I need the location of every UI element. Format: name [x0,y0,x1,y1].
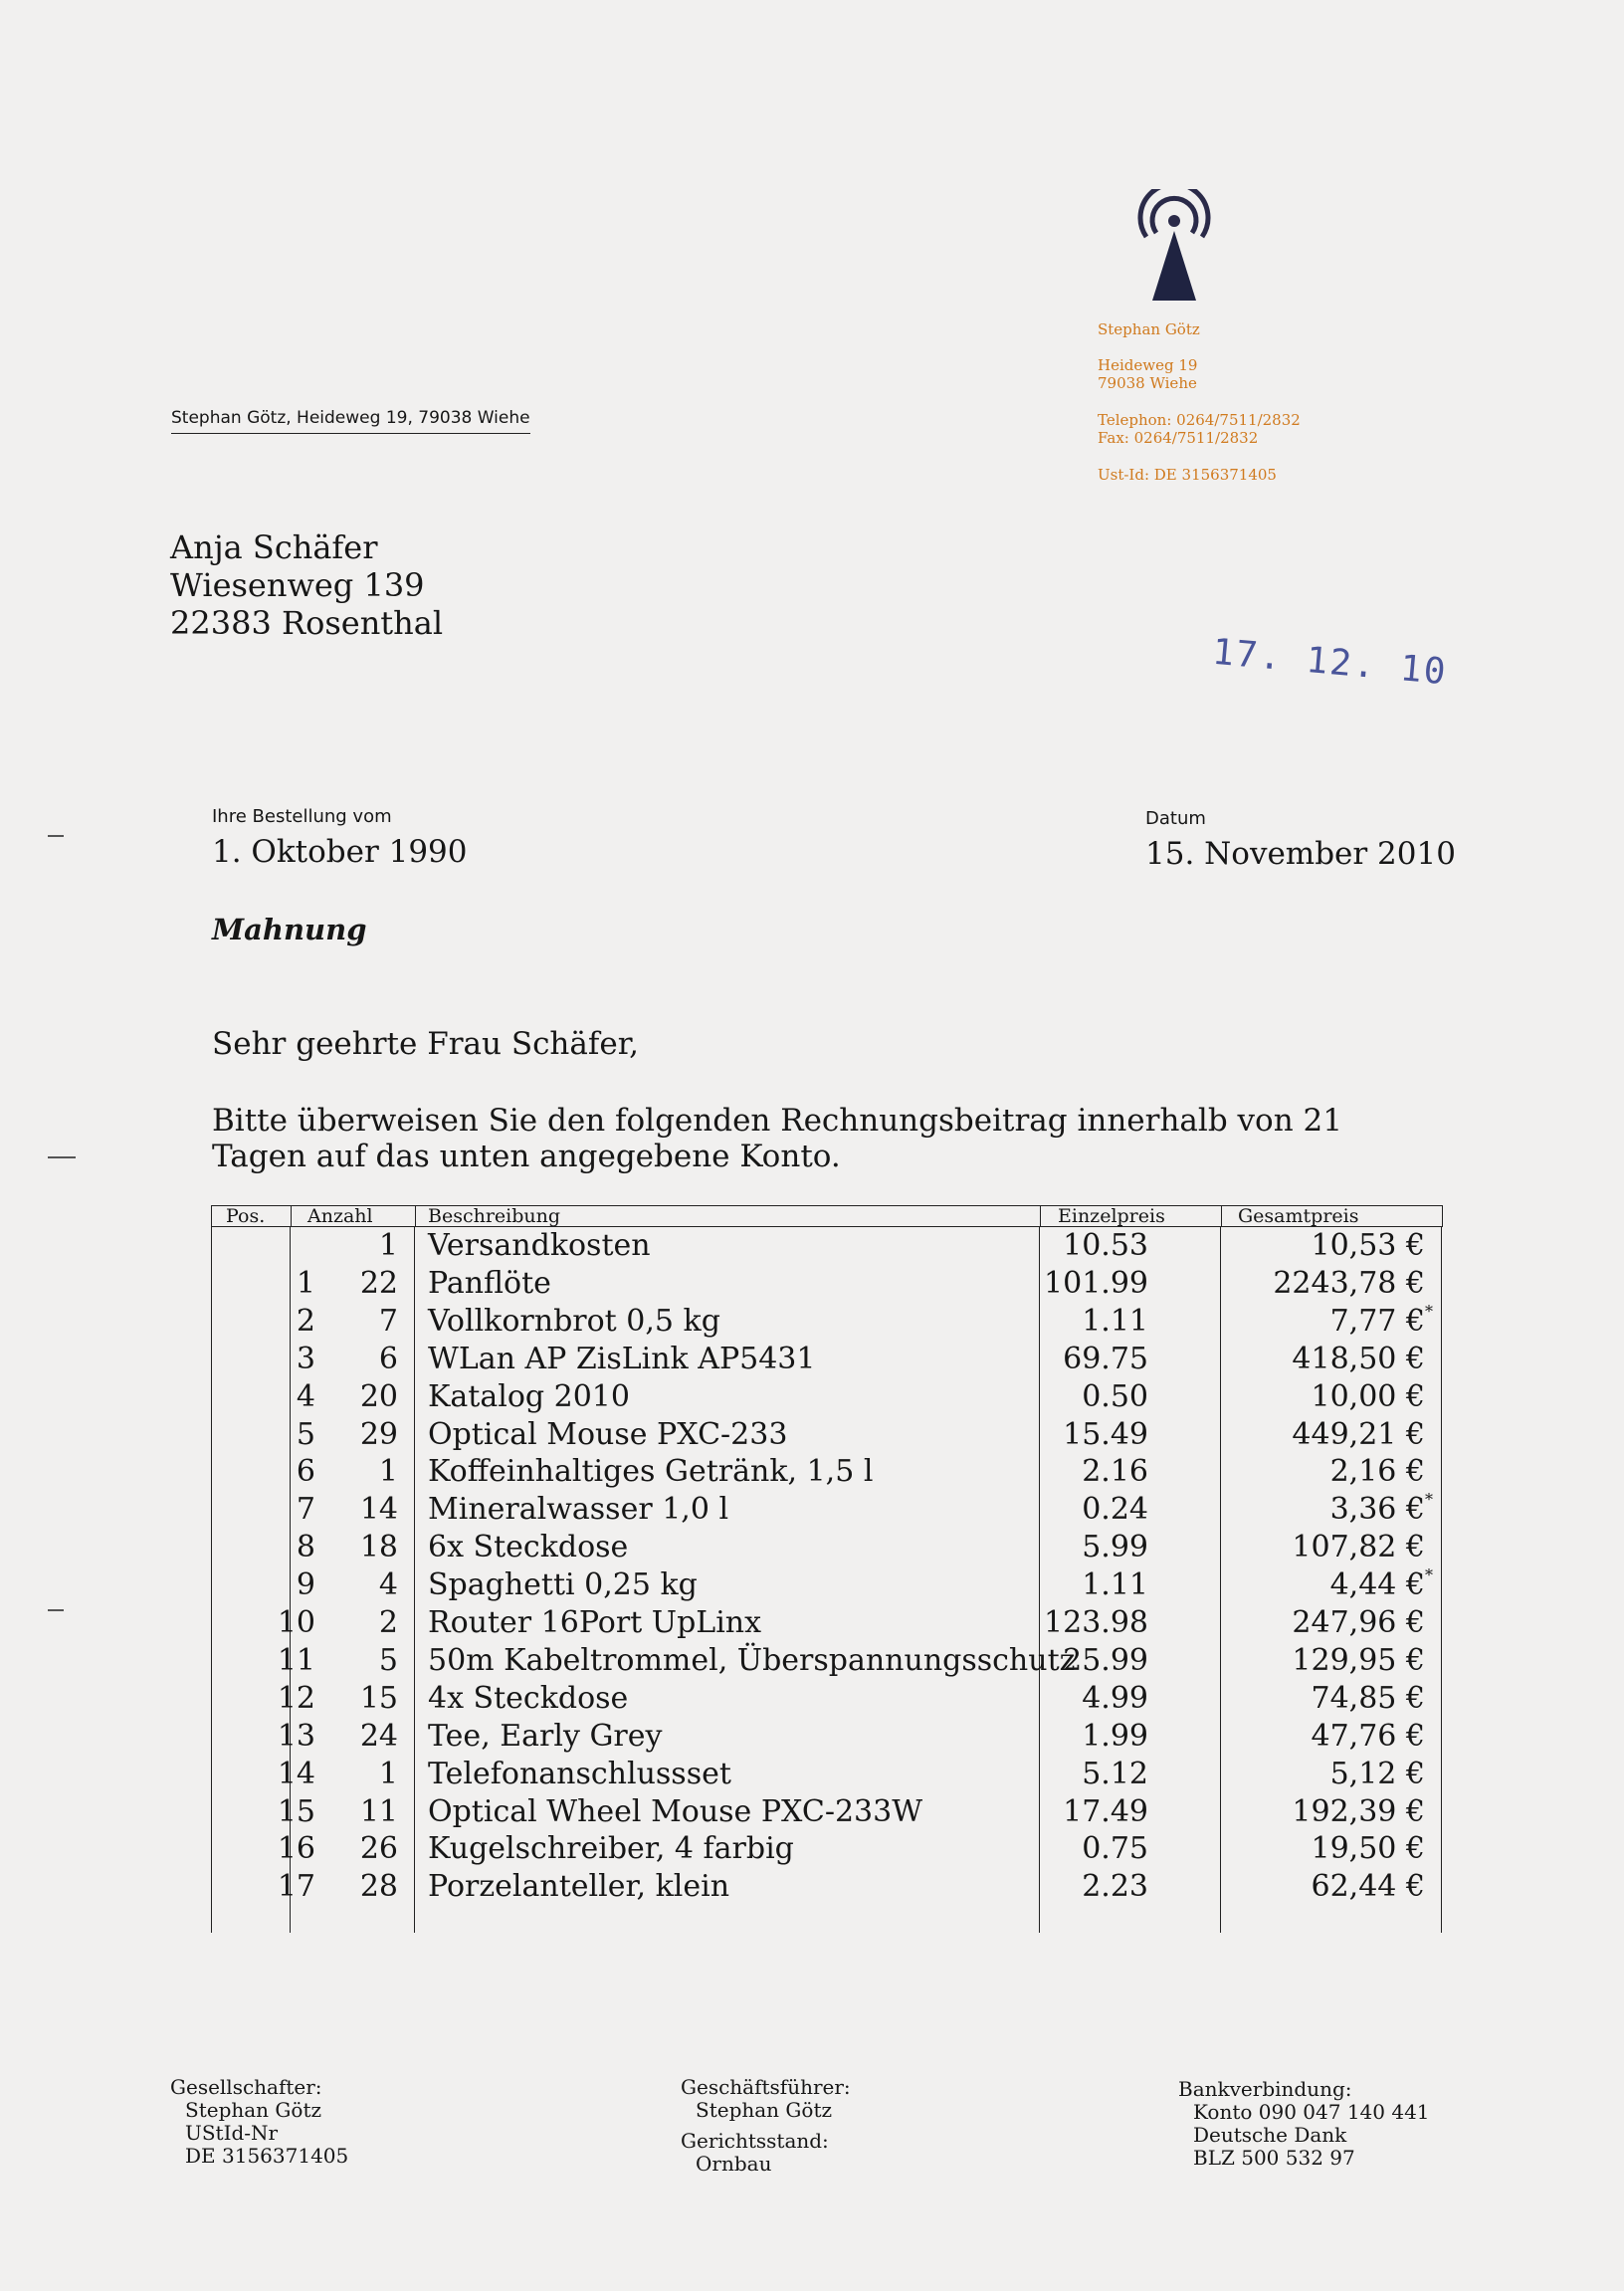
letter-date: 15. November 2010 [1145,836,1456,872]
footer-partners [170,2076,348,2168]
footer-jurisdiction-title: Gerichtsstand: [681,2129,829,2153]
total-price-text: 247,96 € [1292,1605,1425,1640]
footer-partners-name: Stephan Götz [185,2098,322,2122]
footer-vat-number: DE 3156371405 [185,2144,349,2168]
unit-price-cell: 2.23 [1082,1869,1148,1905]
description-cell: Koffeinhaltiges Getränk, 1,5 l [428,1454,874,1490]
total-price-cell [1311,1227,1425,1265]
table-row [211,1378,1443,1416]
total-price-text: 62,44 € [1311,1869,1425,1905]
qty-cell: 1 [378,1454,398,1490]
table-row [211,1341,1443,1378]
table-row [211,1793,1443,1831]
pos-cell: 8 [296,1530,315,1565]
footer-partners-title: Gesellschafter: [170,2075,322,2099]
total-price-text: 3,36 € [1329,1492,1425,1528]
description-cell: Optical Mouse PXC-233 [428,1416,788,1452]
description-cell: Telefonanschlussset [428,1756,731,1791]
footer-ceo-name: Stephan Götz [696,2098,833,2122]
total-price-text: 129,95 € [1292,1642,1425,1678]
description-cell: Kugelschreiber, 4 farbig [428,1831,794,1867]
total-price-cell [1292,1416,1425,1454]
table-row [211,1756,1443,1793]
qty-cell: 22 [359,1265,398,1301]
qty-cell: 28 [359,1869,398,1905]
qty-cell: 29 [359,1416,398,1452]
qty-cell: 7 [378,1303,398,1339]
footer-bank-name: Deutsche Dank [1193,2123,1347,2147]
table-row [211,1303,1443,1341]
table-row [211,1566,1443,1604]
total-price-cell [1330,1453,1425,1491]
qty-cell: 6 [378,1341,398,1376]
order-date-label: Ihre Bestellung vom [212,806,392,827]
pos-cell: 17 [277,1869,315,1905]
qty-cell: 5 [378,1642,398,1678]
footnote-mark: * [1425,1301,1433,1321]
table-row [211,1491,1443,1529]
total-price-cell [1329,1301,1433,1341]
fold-mark [48,835,64,837]
table-row [211,1604,1443,1642]
unit-price-cell: 15.49 [1063,1416,1148,1452]
received-stamp: 17. 12. 10 [1210,631,1450,694]
pos-cell: 6 [296,1454,315,1490]
description-cell: Panflöte [428,1265,551,1301]
total-price-cell [1311,1868,1425,1906]
qty-cell: 15 [359,1680,398,1716]
invoice-table [211,1205,1443,1933]
table-row [211,1718,1443,1756]
footnote-mark: * [1425,1490,1433,1510]
footer-bank [1178,2078,1430,2170]
total-price-text: 192,39 € [1292,1793,1425,1829]
letterhead-name: Stephan Götz [1098,320,1200,338]
description-cell: Porzelanteller, klein [428,1869,730,1905]
order-date: 1. Oktober 1990 [212,834,468,870]
pos-cell: 1 [296,1265,315,1301]
table-row [211,1868,1443,1906]
pos-cell: 10 [277,1605,315,1640]
recipient-street: Wiesenweg 139 [170,566,425,604]
unit-price-cell: 1.11 [1082,1567,1148,1603]
description-cell: Katalog 2010 [428,1378,630,1414]
footer-vat-label: UStId-Nr [185,2121,279,2145]
total-price-cell [1311,1680,1425,1718]
total-price-text: 2243,78 € [1273,1265,1425,1301]
total-price-text: 107,82 € [1292,1530,1425,1565]
description-cell: 4x Steckdose [428,1680,629,1716]
description-cell: Mineralwasser 1,0 l [428,1492,729,1528]
letterhead-telephone: Telephon: 0264/7511/2832 [1098,411,1301,429]
footer-jurisdiction: Ornbau [696,2152,772,2176]
description-cell: Versandkosten [428,1228,651,1263]
description-cell: 6x Steckdose [428,1530,629,1565]
header-pos: Pos. [226,1205,266,1227]
description-cell: Vollkornbrot 0,5 kg [428,1303,720,1339]
unit-price-cell: 4.99 [1082,1680,1148,1716]
pos-cell: 11 [277,1642,315,1678]
description-cell: WLan AP ZisLink AP5431 [428,1341,816,1376]
total-price-cell [1329,1490,1433,1529]
table-body [211,1227,1443,1933]
unit-price-cell: 0.24 [1082,1492,1148,1528]
total-price-text: 7,77 € [1329,1303,1425,1339]
total-price-cell [1292,1604,1425,1642]
qty-cell: 4 [378,1567,398,1603]
total-price-cell [1330,1756,1425,1793]
qty-cell: 2 [378,1605,398,1640]
sender-return-address: Stephan Götz, Heideweg 19, 79038 Wiehe [171,408,530,434]
pos-cell: 15 [277,1793,315,1829]
header-unit-price: Einzelpreis [1058,1205,1165,1227]
unit-price-cell: 5.99 [1082,1530,1148,1565]
pos-cell: 9 [296,1567,315,1603]
punch-mark [48,1156,76,1158]
unit-price-cell: 5.12 [1082,1756,1148,1791]
unit-price-cell: 0.75 [1082,1831,1148,1867]
total-price-text: 19,50 € [1311,1831,1425,1867]
header-qty: Anzahl [307,1205,373,1227]
recipient-name: Anja Schäfer [170,528,378,566]
total-price-cell [1311,1718,1425,1756]
total-price-text: 2,16 € [1329,1454,1425,1490]
pos-cell: 2 [296,1303,315,1339]
letterhead-fax: Fax: 0264/7511/2832 [1098,429,1259,447]
unit-price-cell: 10.53 [1063,1228,1148,1263]
table-row [211,1529,1443,1566]
footer-bank-code: BLZ 500 532 97 [1193,2146,1355,2170]
unit-price-cell: 1.99 [1082,1718,1148,1754]
total-price-text: 418,50 € [1292,1341,1425,1376]
letterhead-street: Heideweg 19 [1098,356,1198,374]
body-paragraph: Bitte überweisen Sie den folgenden Rechnungsbeitrag innerhalb von 21 Tagen auf das unten angegebene Konto. [212,1103,1342,1174]
salutation: Sehr geehrte Frau Schäfer, [212,1026,639,1062]
pos-cell: 13 [277,1718,315,1754]
total-price-cell [1329,1565,1433,1604]
recipient-city: 22383 Rosenthal [170,604,444,642]
total-price-text: 74,85 € [1311,1680,1425,1716]
pos-cell: 16 [277,1831,315,1867]
total-price-text: 4,44 € [1329,1567,1425,1603]
total-price-cell [1311,1830,1425,1868]
total-price-text: 10,00 € [1311,1378,1425,1414]
unit-price-cell: 17.49 [1063,1793,1148,1829]
table-row [211,1265,1443,1303]
total-price-text: 449,21 € [1292,1416,1425,1452]
unit-price-cell: 25.99 [1063,1642,1148,1678]
footer-bank-account: Konto 090 047 140 441 [1193,2100,1430,2124]
pos-cell: 14 [277,1756,315,1791]
subject: Mahnung [212,913,367,946]
total-price-cell [1292,1529,1425,1566]
unit-price-cell: 69.75 [1063,1341,1148,1376]
table-row [211,1830,1443,1868]
unit-price-cell: 123.98 [1044,1605,1148,1640]
antenna-signal-icon [1124,189,1224,309]
total-price-cell [1292,1341,1425,1378]
header-desc: Beschreibung [428,1205,561,1227]
pos-cell: 7 [296,1492,315,1528]
total-price-cell [1292,1793,1425,1831]
header-total-price: Gesamtpreis [1238,1205,1359,1227]
table-row [211,1642,1443,1680]
table-row [211,1680,1443,1718]
description-cell: Tee, Early Grey [428,1718,663,1754]
unit-price-cell: 1.11 [1082,1303,1148,1339]
description-cell: 50m Kabeltrommel, Überspannungsschutz [428,1642,1076,1678]
unit-price-cell: 0.50 [1082,1378,1148,1414]
qty-cell: 20 [359,1378,398,1414]
total-price-cell [1292,1642,1425,1680]
total-price-text: 47,76 € [1311,1718,1425,1754]
unit-price-cell: 101.99 [1044,1265,1148,1301]
pos-cell: 3 [296,1341,315,1376]
letterhead-city: 79038 Wiehe [1098,374,1197,392]
total-price-text: 5,12 € [1329,1756,1425,1791]
qty-cell: 18 [359,1530,398,1565]
fold-mark [48,1609,64,1611]
table-row [211,1227,1443,1265]
description-cell: Router 16Port UpLinx [428,1605,762,1640]
qty-cell: 26 [359,1831,398,1867]
qty-cell: 11 [359,1793,398,1829]
footer-management [681,2076,851,2176]
date-label: Datum [1145,808,1206,829]
description-cell: Spaghetti 0,25 kg [428,1567,698,1603]
footnote-mark: * [1425,1565,1433,1585]
total-price-cell [1311,1378,1425,1416]
footer-ceo-title: Geschäftsführer: [681,2075,851,2099]
description-cell: Optical Wheel Mouse PXC-233W [428,1793,923,1829]
pos-cell: 12 [277,1680,315,1716]
table-row [211,1416,1443,1454]
pos-cell: 4 [296,1378,315,1414]
qty-cell: 14 [359,1492,398,1528]
pos-cell: 5 [296,1416,315,1452]
qty-cell: 1 [378,1756,398,1791]
total-price-text: 10,53 € [1311,1228,1425,1263]
table-header [211,1205,1443,1227]
unit-price-cell: 2.16 [1082,1454,1148,1490]
qty-cell: 24 [359,1718,398,1754]
total-price-cell [1273,1265,1425,1303]
footer-bank-title: Bankverbindung: [1178,2077,1352,2101]
table-row [211,1453,1443,1491]
qty-cell: 1 [378,1228,398,1263]
letterhead-ustid: Ust-Id: DE 3156371405 [1098,466,1277,484]
